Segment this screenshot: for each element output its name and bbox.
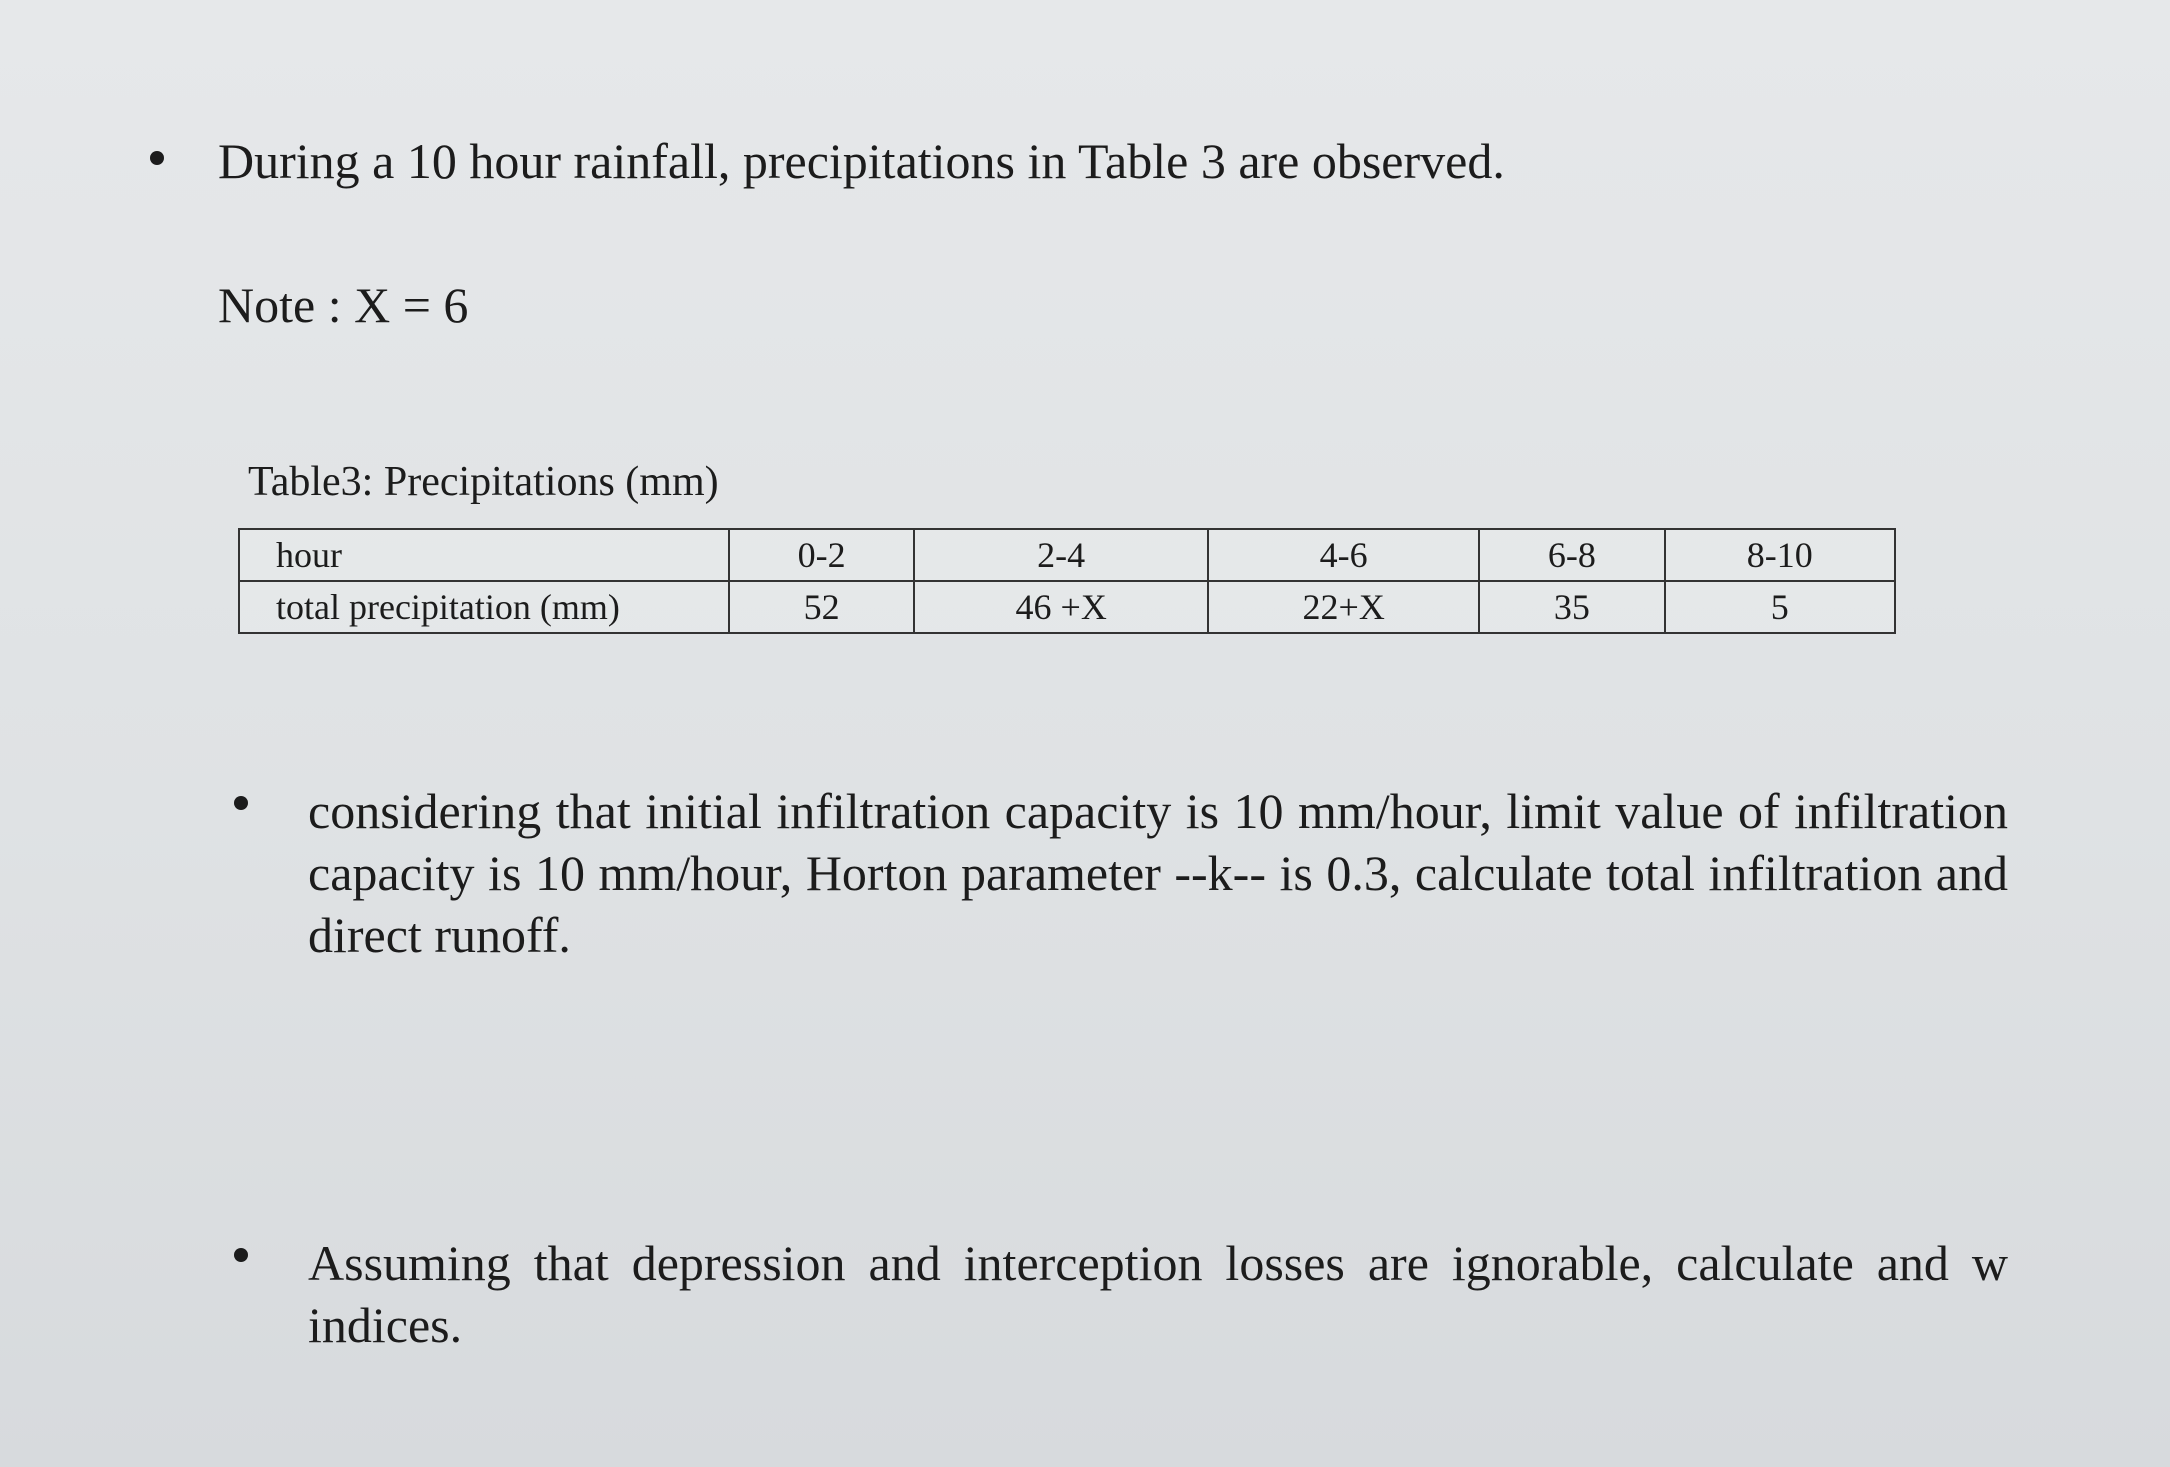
bullet-icon [150, 151, 164, 165]
precipitation-table [238, 528, 1896, 634]
table-cell: 6-8 [1479, 529, 1664, 581]
table-cell: 46 +X [914, 581, 1208, 633]
table-cell: 35 [1479, 581, 1664, 633]
row-header: total precipitation (mm) [239, 581, 729, 633]
bullet-icon [234, 796, 248, 810]
table-cell: 2-4 [914, 529, 1208, 581]
row-header: hour [239, 529, 729, 581]
table-cell: 52 [729, 581, 914, 633]
question-indices: Assuming that depression and interception losses are ignorable, calculate and w indices. [308, 1235, 2008, 1353]
table-cell: 0-2 [729, 529, 914, 581]
table-row-precipitation [239, 581, 1895, 633]
intro-text: During a 10 hour rainfall, precipitations in Table 3 are observed. [218, 133, 1505, 189]
table-cell: 8-10 [1665, 529, 1895, 581]
table-row-hour [239, 529, 1895, 581]
table-caption: Table3: Precipitations (mm) [248, 459, 719, 505]
table-cell: 22+X [1208, 581, 1479, 633]
table-cell: 5 [1665, 581, 1895, 633]
table-cell: 4-6 [1208, 529, 1479, 581]
question-infiltration: considering that initial infiltration capacity is 10 mm/hour, limit value of infiltration capacity is 10 mm/hour, Horton parameter --k-- is 0.3, calculate total infiltration and direct runoff. [308, 783, 2008, 963]
note-text: Note : X = 6 [218, 277, 469, 333]
bullet-icon [234, 1248, 248, 1262]
